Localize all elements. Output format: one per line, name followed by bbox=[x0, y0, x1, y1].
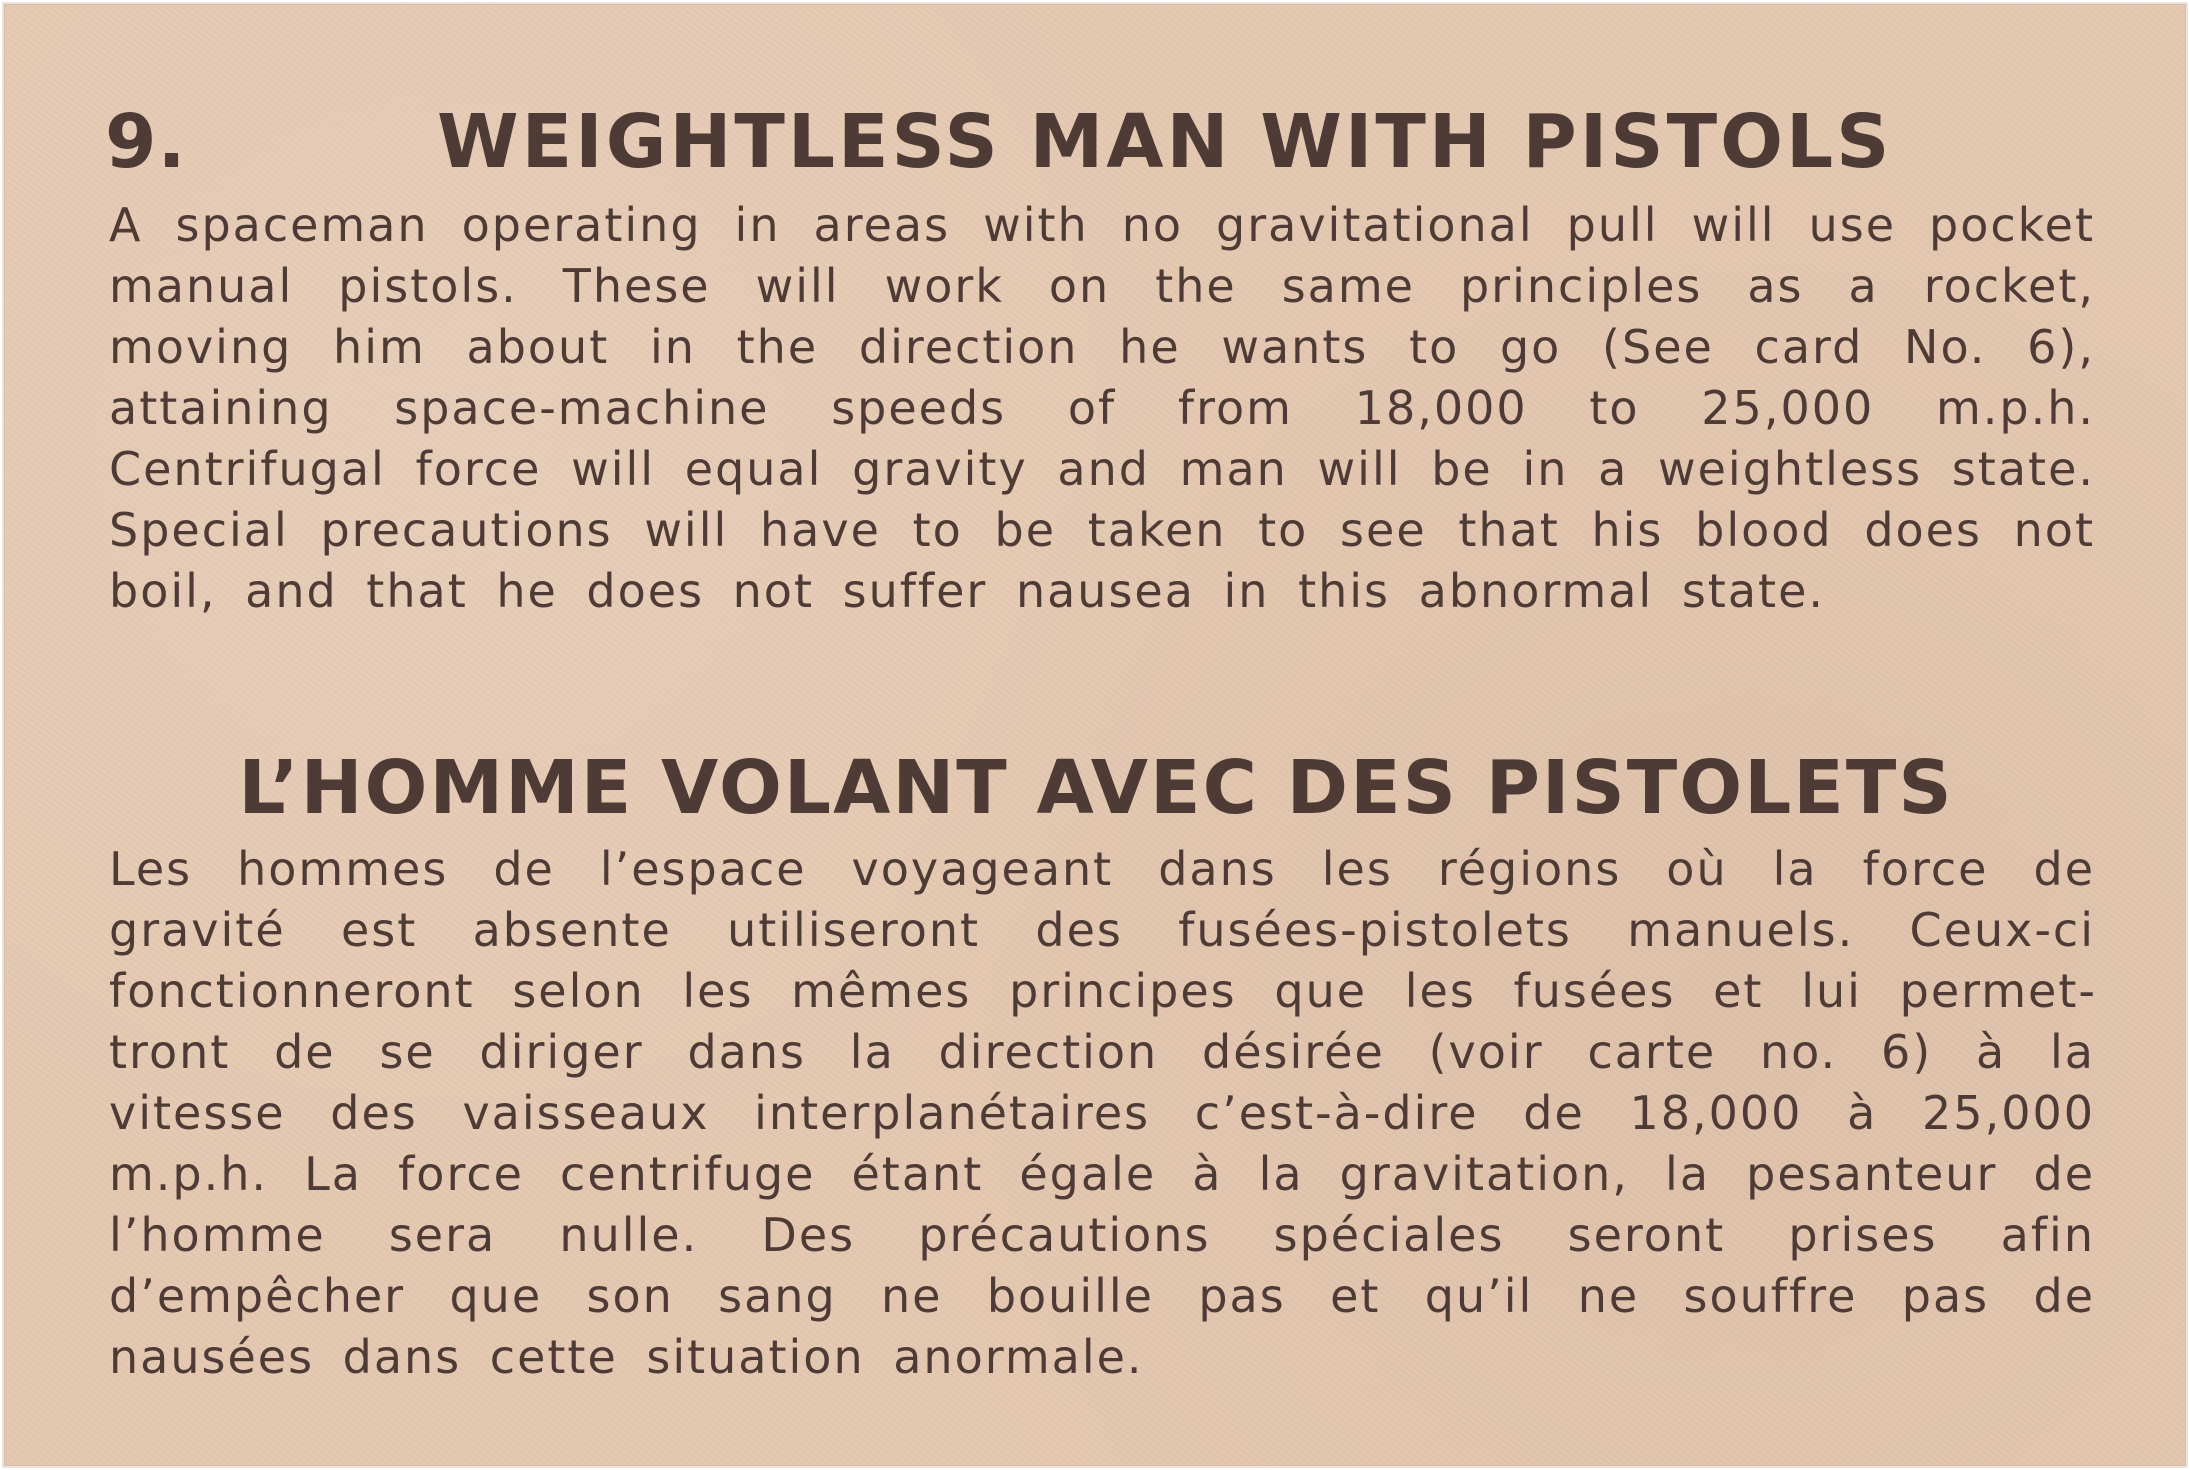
french-title: L’HOMME VOLANT AVEC DES PISTOLETS bbox=[238, 745, 1954, 831]
english-description: A spaceman operating in areas with no gravitational pull will use pocket manual pistols. These will work on the same principles as a rocket, moving him about in the direction he wants to go (See card No. 6), attaining space-machine speeds of from 18,000 to 25,000 m.p.h. Centrifugal force will equal gravity and man will be in a weightless state. Special precautions will have to be taken to see that his blood does not boil, and that he does not suffer nausea in this abnormal state. bbox=[109, 198, 2095, 618]
french-description: Les hommes de l’espace voyageant dans les régions où la force de gravité est absente utiliseront des fusées-pistolets manuels. Ceux-ci fonctionneront selon les mêmes principes que les fusées et lui permettront de se diriger dans la direction désirée (voir carte no. 6) à la vitesse des vaisseaux interplanétaires c’est-à-dire de 18,000 à 25,000 m.p.h. La force centrifuge étant égale à la gravitation, la pesanteur de l’homme sera nulle. Des précautions spéciales seront prises afin d’empêcher que son sang ne bouille pas et qu’il ne souffre pas de nausées dans cette situation anormale. bbox=[109, 842, 2095, 1384]
card-number: 9. bbox=[105, 99, 187, 185]
english-heading-row bbox=[105, 97, 2095, 187]
trading-card-back bbox=[4, 4, 2186, 1466]
english-title: WEIGHTLESS MAN WITH PISTOLS bbox=[437, 99, 1893, 185]
